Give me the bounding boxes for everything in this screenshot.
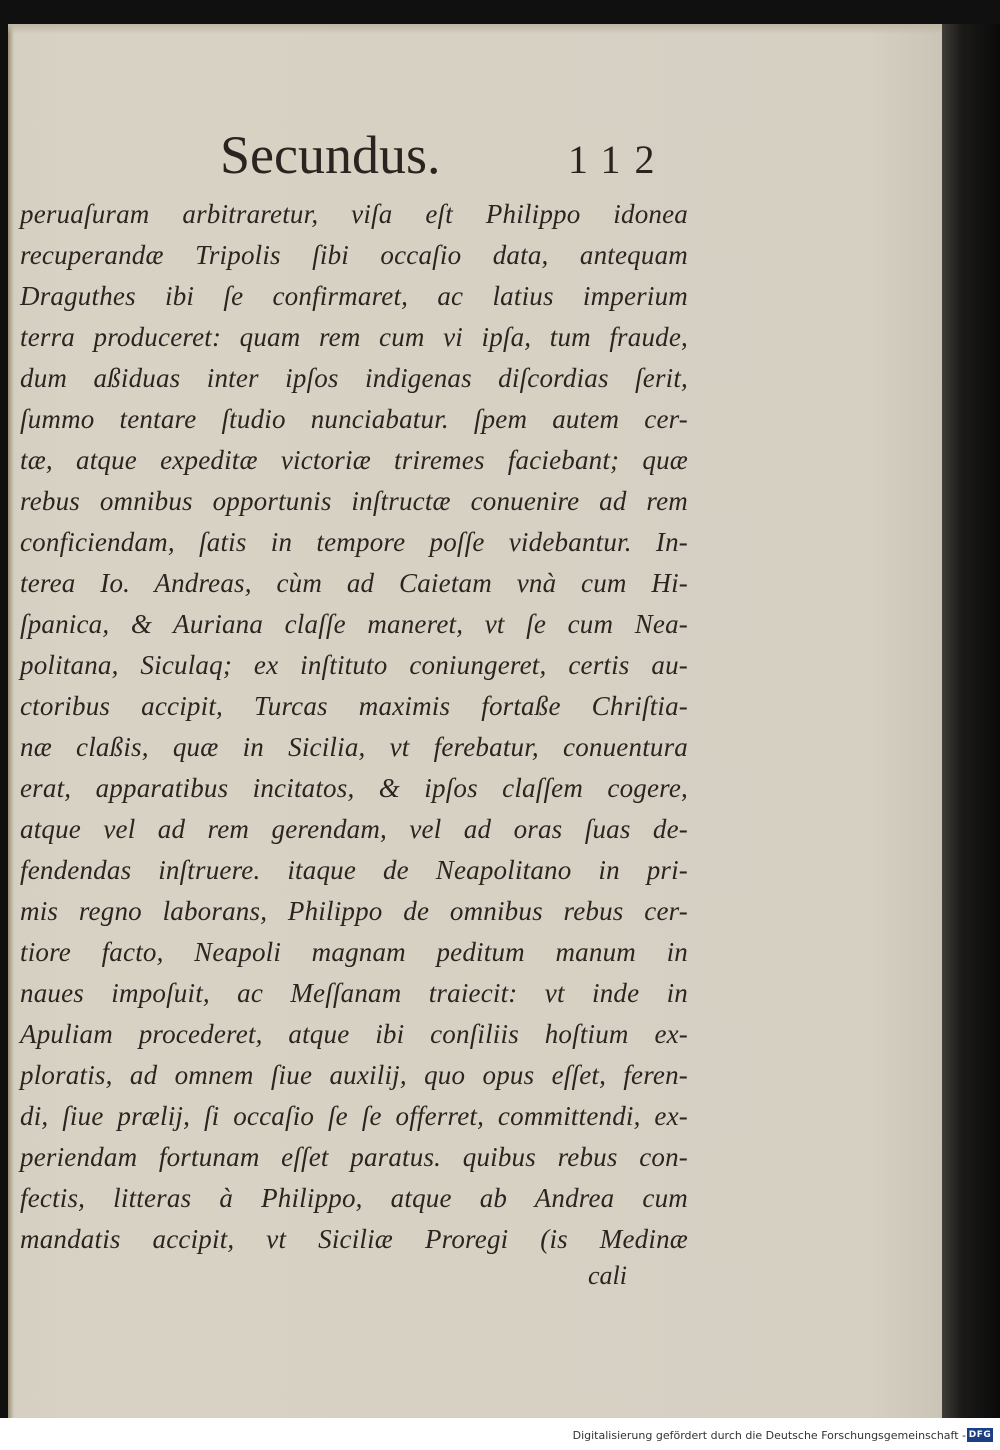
page-edge-shadow <box>942 24 1000 1418</box>
text-line: di, ſiue prælij, ſi occaſio ſe ſe offerret, committendi, ex- <box>20 1101 688 1131</box>
book-page <box>8 24 942 1418</box>
text-line: fendendas inſtruere. itaque de Neapolitano in pri- <box>20 855 688 885</box>
text-line: fectis, litteras à Philippo, atque ab Andrea cum <box>20 1183 688 1213</box>
text-line: tiore facto, Neapoli magnam peditum manum in <box>20 937 688 967</box>
text-line: mandatis accipit, vt Siciliæ Proregi (is Medinæ <box>20 1224 688 1254</box>
text-line: mis regno laborans, Philippo de omnibus rebus cer- <box>20 896 688 926</box>
funding-credit: Digitalisierung gefördert durch die Deutsche Forschungsgemeinschaft - <box>572 1429 966 1442</box>
page-number: 112 <box>568 137 669 182</box>
dfg-logo: DFG <box>968 1430 992 1440</box>
text-line: recuperandæ Tripolis ſibi occaſio data, antequam <box>20 240 688 270</box>
text-line: naues impoſuit, ac Meſſanam traiecit: vt inde in <box>20 978 688 1008</box>
text-line: dum aßiduas inter ipſos indigenas diſcordias ſerit, <box>20 363 688 393</box>
text-line: ſpanica, & Auriana claſſe maneret, vt ſe cum Nea- <box>20 609 688 639</box>
text-line: periendam fortunam eſſet paratus. quibus rebus con- <box>20 1142 688 1172</box>
text-line: terea Io. Andreas, cùm ad Caietam vnà cum Hi- <box>20 568 688 598</box>
text-line: atque vel ad rem gerendam, vel ad oras ſuas de- <box>20 814 688 844</box>
text-line: Draguthes ibi ſe confirmaret, ac latius imperium <box>20 281 688 311</box>
text-line: ſummo tentare ſtudio nunciabatur. ſpem autem cer- <box>20 404 688 434</box>
catchword: cali <box>588 1261 627 1290</box>
text-line: tæ, atque expeditæ victoriæ triremes faciebant; quæ <box>20 445 688 475</box>
body-text <box>20 194 688 1260</box>
text-line: ctoribus accipit, Turcas maximis fortaße Chriſtia- <box>20 691 688 721</box>
text-line: terra produceret: quam rem cum vi ipſa, tum fraude, <box>20 322 688 352</box>
text-line: erat, apparatibus incitatos, & ipſos claſſem cogere, <box>20 773 688 803</box>
text-line: næ claßis, quæ in Sicilia, vt ferebatur, conuentura <box>20 732 688 762</box>
text-line: peruaſuram arbitraretur, viſa eſt Philippo idonea <box>20 199 688 229</box>
text-line: rebus omnibus opportunis inſtructæ conuenire ad rem <box>20 486 688 516</box>
text-line: Apuliam procederet, atque ibi conſiliis hoſtium ex- <box>20 1019 688 1049</box>
text-line: conficiendam, ſatis in tempore poſſe videbantur. In- <box>20 527 688 557</box>
running-title: Secundus. <box>220 125 441 185</box>
text-line: politana, Siculaq; ex inſtituto coniungeret, certis au- <box>20 650 688 680</box>
text-line: ploratis, ad omnem ſiue auxilij, quo opus eſſet, feren- <box>20 1060 688 1090</box>
